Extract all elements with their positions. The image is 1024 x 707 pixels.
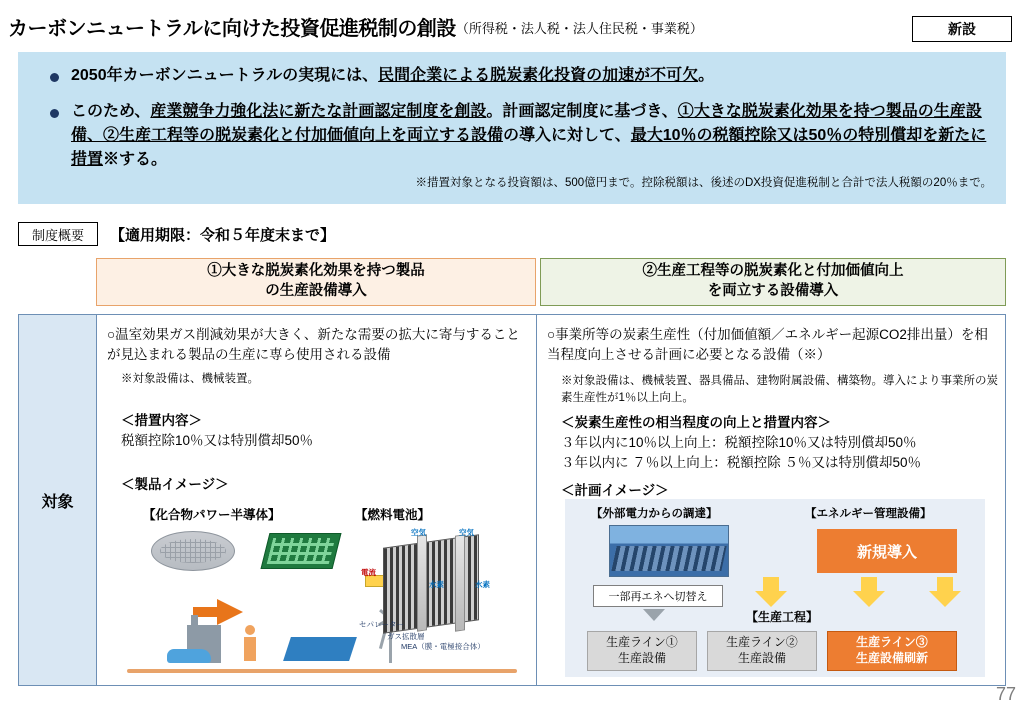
outline-badge: 制度概要 bbox=[18, 222, 98, 246]
outline-period: 【適用期限：令和５年度末まで】 bbox=[110, 227, 336, 244]
label-separator: セパレーター bbox=[359, 620, 404, 629]
column-header-2-line2: を両立する設備導入 bbox=[707, 283, 839, 299]
col2-plan-heading: ＜計画イメージ＞ bbox=[561, 483, 669, 498]
bullet-dot-icon bbox=[50, 73, 59, 82]
summary-bullet-2-text bbox=[71, 100, 990, 172]
person-body-shape bbox=[244, 637, 256, 661]
col2-note: ※対象設備は、機械装置、器具備品、建物附属設備、構築物。導入により事業所の炭素生産性が1％以上向上。 bbox=[561, 375, 998, 404]
bullet2-underlined-3: 最大10％の税額控除又は50％の特別償却を新たに措置 bbox=[71, 127, 987, 168]
label-hydrogen-left: 水素 bbox=[429, 580, 444, 589]
solar-farm-photo bbox=[609, 525, 729, 577]
column-header-2-line1: ②生産工程等の脱炭素化と付加価値向上 bbox=[642, 263, 904, 280]
switch-to-renewable-label: 一部再エネへ切替え bbox=[593, 585, 723, 607]
plan-caption-external-power: 【外部電力からの調達】 bbox=[591, 508, 718, 520]
table-cell-column-2 bbox=[537, 315, 1005, 685]
bullet1-underlined: 民間企業による脱炭素化投資の加速が不可欠 bbox=[378, 67, 699, 84]
yellow-down-arrow-icon bbox=[853, 591, 885, 607]
col2-threshold-line-2: ３年以内に ７％以上向上：税額控除 ５％又は特別償却50％ bbox=[561, 455, 922, 470]
production-line-box-3 bbox=[827, 631, 957, 671]
row-label-target: 対象 bbox=[19, 315, 97, 685]
col2-threshold-line-1: ３年以内に10％以上向上：税額控除10％又は特別償却50％ bbox=[561, 435, 917, 450]
page-title-sub: （所得税・法人税・法人住民税・事業税） bbox=[455, 21, 703, 36]
bullet2-part-c: の導入に対して、 bbox=[503, 127, 631, 144]
fuel-cell-plate-shape bbox=[417, 534, 427, 631]
summary-bullet-2 bbox=[50, 100, 990, 172]
bullet2-underlined-2: ①大きな脱炭素化効果を持つ製品の生産設備、②生産工程等の脱炭素化と付加価値向上を両立する設備 bbox=[71, 103, 982, 144]
production-line-1-top: 生産ライン① bbox=[606, 635, 678, 650]
col2-section-heading: ＜炭素生産性の相当程度の向上と措置内容＞ bbox=[561, 415, 831, 430]
col1-paragraph: ○温室効果ガス削減効果が大きく、新たな需要の拡大に寄与することが見込まれる製品の生産に専ら使用される設備 bbox=[107, 327, 520, 363]
column-header-1-line1: ①大きな脱炭素化効果を持つ製品 bbox=[207, 263, 425, 280]
column-header-1-line2: の生産設備導入 bbox=[265, 283, 367, 299]
electric-car-icon bbox=[167, 649, 211, 663]
new-introduction-box: 新規導入 bbox=[817, 529, 957, 573]
yellow-arrow-stem-icon bbox=[763, 577, 779, 591]
bullet2-part-a: このため、 bbox=[71, 103, 151, 120]
yellow-down-arrow-icon bbox=[929, 591, 961, 607]
fuel-cell-plate-shape bbox=[455, 534, 465, 631]
col1-caption-semiconductor: 【化合物パワー半導体】 bbox=[143, 508, 281, 522]
label-current: 電流 bbox=[361, 568, 376, 577]
bullet2-part-b: 。計画認定制度に基づき、 bbox=[486, 103, 678, 120]
summary-footnote: ※措置対象となる投資額は、500億円まで。控除税額は、後述のDX投資促進税制と合計で法人税額の20％まで。 bbox=[415, 177, 992, 189]
bullet1-part-a: 2050年カーボンニュートラルの実現には、 bbox=[71, 67, 379, 84]
chip-array-illustration bbox=[261, 533, 342, 569]
production-line-box-2 bbox=[707, 631, 817, 671]
gray-down-arrow-icon bbox=[643, 609, 665, 621]
production-line-2-bottom: 生産設備 bbox=[737, 651, 786, 665]
col2-paragraph: ○事業所等の炭素生産性（付加価値額／エネルギー起源CO2排出量）を相当程度向上させる計画に必要となる設備（※） bbox=[547, 327, 988, 363]
production-line-3-bottom: 生産設備刷新 bbox=[855, 651, 928, 665]
summary-bullet-1 bbox=[50, 64, 980, 88]
bullet2-part-d: ※する。 bbox=[103, 151, 168, 168]
yellow-arrow-stem-icon bbox=[937, 577, 953, 591]
solar-panel-icon bbox=[283, 637, 357, 661]
comparison-table bbox=[18, 314, 1006, 686]
plan-caption-energy-management: 【エネルギー管理設備】 bbox=[805, 508, 932, 520]
label-air-right: 空気 bbox=[459, 528, 474, 537]
column-header-1 bbox=[96, 258, 536, 306]
person-icon bbox=[245, 625, 255, 635]
bullet1-part-b: 。 bbox=[698, 67, 715, 84]
plan-diagram bbox=[565, 499, 985, 677]
col1-note: ※対象設備は、機械装置。 bbox=[121, 373, 259, 385]
production-line-2-top: 生産ライン② bbox=[726, 635, 798, 650]
production-process-label: 【生産工程】 bbox=[745, 609, 818, 624]
production-line-1-bottom: 生産設備 bbox=[617, 651, 666, 665]
label-hydrogen-right: 水素 bbox=[475, 580, 490, 589]
bullet-dot-icon bbox=[50, 109, 59, 118]
label-mea: MEA（膜・電極接合体） bbox=[401, 642, 485, 651]
summary-box bbox=[18, 52, 1006, 204]
road-shape bbox=[127, 669, 517, 673]
summary-bullet-1-text bbox=[71, 64, 714, 88]
production-line-box-1 bbox=[587, 631, 697, 671]
fuel-cell-illustration bbox=[359, 527, 513, 651]
col1-caption-fuelcell: 【燃料電池】 bbox=[355, 508, 431, 522]
wafer-illustration bbox=[151, 531, 235, 571]
col1-image-heading: ＜製品イメージ＞ bbox=[121, 477, 229, 492]
page-title bbox=[8, 12, 1016, 41]
yellow-arrow-stem-icon bbox=[861, 577, 877, 591]
label-gas-diffusion-layer: ガス拡散層 bbox=[387, 632, 425, 641]
col1-measure-body: 税額控除10％又は特別償却50％ bbox=[121, 433, 314, 448]
col1-measure-heading: ＜措置内容＞ bbox=[121, 413, 202, 428]
production-line-3-top: 生産ライン③ bbox=[856, 635, 928, 650]
page-title-main: カーボンニュートラルに向けた投資促進税制の創設 bbox=[8, 18, 456, 40]
table-cell-column-1 bbox=[97, 315, 537, 685]
status-badge-new: 新設 bbox=[912, 16, 1012, 42]
bullet2-underlined-1: 産業競争力強化法に新たな計画認定制度を創設 bbox=[150, 103, 487, 120]
label-air-left: 空気 bbox=[411, 528, 426, 537]
column-header-2 bbox=[540, 258, 1006, 306]
page-number: 77 bbox=[995, 684, 1016, 704]
